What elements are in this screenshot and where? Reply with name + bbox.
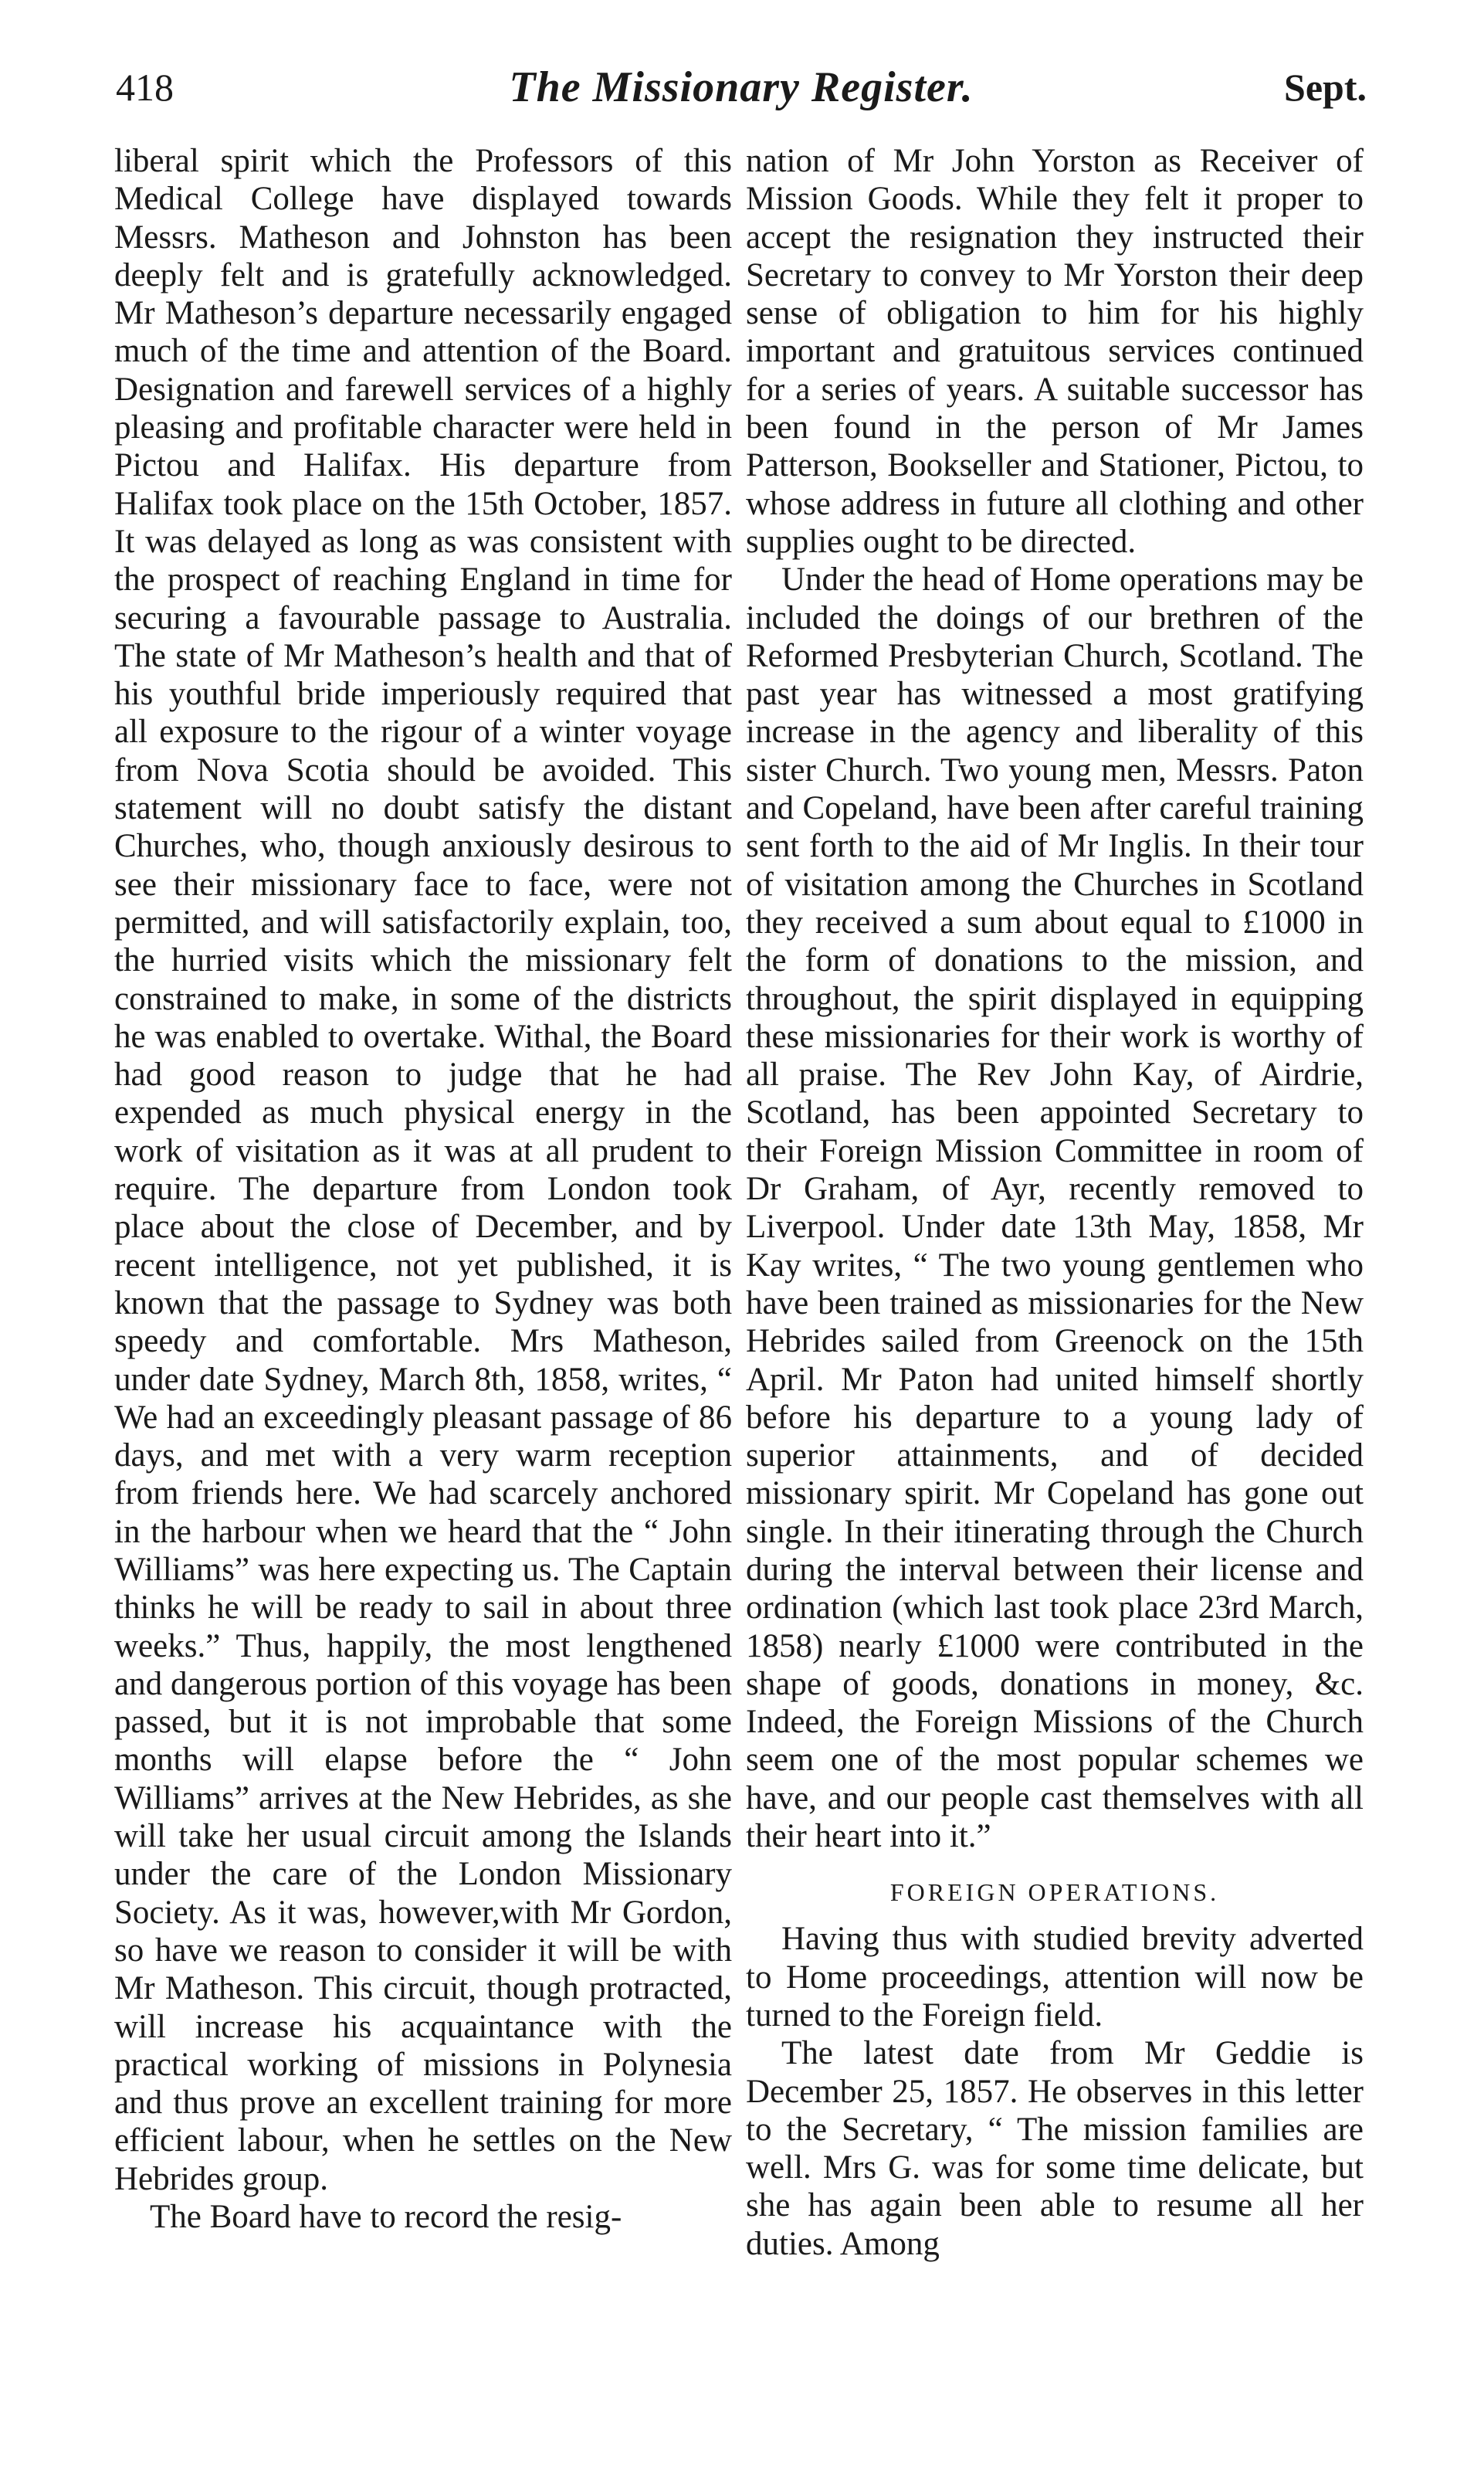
section-heading-foreign-operations: FOREIGN OPERATIONS.	[889, 1878, 1220, 1907]
right-paragraph-3: Having thus with studied brevity adverted to Home proceedings, attention will now be turned to the Foreign field.	[746, 1921, 1364, 2034]
right-column	[746, 142, 1364, 2263]
running-month: Sept.	[1284, 66, 1367, 109]
left-paragraph-1: liberal spirit which the Professors of this Medical College have displayed towards Messrs. Matheson and Johnston has been deeply felt and is gratefully acknowledged. Mr Matheson’s departure necessarily engaged much of the time and attention of the Board. Designation and farewell services of a highly pleasing and profitable character were held in Pictou and Halifax. His departure from Halifax took place on the 15th October, 1857. It was delayed as long as was consistent with the prospect of reaching England in time for securing a favourable passage to Australia. The state of Mr Matheson’s health and that of his youthful bride imperiously required that all exposure to the rigour of a winter voyage from Nova Scotia should be avoided. This statement will no doubt satisfy the distant Churches, who, though anxiously desirous to see their missionary face to face, were not permitted, and will satisfactorily explain, too, the hurried visits which the missionary felt constrained to make, in some of the districts he was enabled to overtake. Withal, the Board had good reason to judge that he had expended as much physical energy in the work of visitation as it was at all prudent to require. The departure from London took place about the close of December, and by recent intelligence, not yet published, it is known that the passage to Sydney was both speedy and comfortable. Mrs Matheson, under date Sydney, March 8th, 1858, writes, “ We had an exceedingly pleasant passage of 86 days, and met with a very warm reception from friends here. We had scarcely anchored in the harbour when we heard that the “ John Williams” was here expecting us. The Captain thinks he will be ready to sail in about three weeks.” Thus, happily, the most lengthened and dangerous portion of this voyage has been passed, but it is not improbable that some months will elapse before the “ John Williams” arrives at the New Hebrides, as she will take her usual circuit among the Islands under the care of the London Missionary Society. As it was, however,with Mr Gordon, so have we reason to consider it will be with Mr Matheson. This circuit, though protracted, will increase his acquaintance with the practical working of missions in Polynesia and thus prove an excellent training for more efficient labour, when he settles on the New Hebrides group.	[114, 143, 732, 2197]
left-paragraph-2: The Board have to record the resig-	[150, 2199, 622, 2236]
right-paragraph-4: The latest date from Mr Geddie is December 25, 1857. He observes in this letter to the Secretary, “ The mission families are well. Mrs G. was for some time delicate, but she has again been able to resume all her duties. Among	[746, 2035, 1364, 2262]
right-paragraph-2: Under the head of Home operations may be included the doings of our brethren of the Reformed Presbyterian Church, Scotland. The past year has witnessed a most gratifying increase in the agency and liberality of this sister Church. Two young men, Messrs. Paton and Copeland, have been after careful training sent forth to the aid of Mr Inglis. In their tour of visitation among the Churches in Scotland they received a sum about equal to £1000 in the form of donations to the mission, and throughout, the spirit displayed in equipping these missionaries for their work is worthy of all praise. The Rev John Kay, of Airdrie, Scotland, has been appointed Secretary to their Foreign Mission Committee in room of Dr Graham, of Ayr, recently removed to Liverpool. Under date 13th May, 1858, Mr Kay writes, “ The two young gentlemen who have been trained as missionaries for the New Hebrides sailed from Greenock on the 15th April. Mr Paton had united himself shortly before his departure to a young lady of superior attainments, and of decided missionary spirit. Mr Copeland has gone out single. In their itinerating through the Church during the interval between their license and ordination (which last took place 23rd March, 1858) nearly £1000 were contributed in the shape of goods, donations in money, &c. Indeed, the Foreign Missions of the Church seem one of the most popular schemes we have, and our people cast themselves with all their heart into it.”	[746, 561, 1364, 1855]
running-title: The Missionary Register.	[509, 63, 974, 111]
page-number: 418	[116, 66, 174, 109]
left-column	[114, 142, 732, 2236]
running-header	[116, 60, 1367, 122]
right-paragraph-1: nation of Mr John Yorston as Receiver of Mission Goods. While they felt it proper to accept the resignation they instructed their Secretary to convey to Mr Yorston their deep sense of obligation to him for his highly important and gratuitous services continued for a series of years. A suitable successor has been found in the person of Mr James Patterson, Bookseller and Stationer, Pictou, to whose address in future all clothing and other supplies ought to be directed.	[746, 143, 1364, 560]
